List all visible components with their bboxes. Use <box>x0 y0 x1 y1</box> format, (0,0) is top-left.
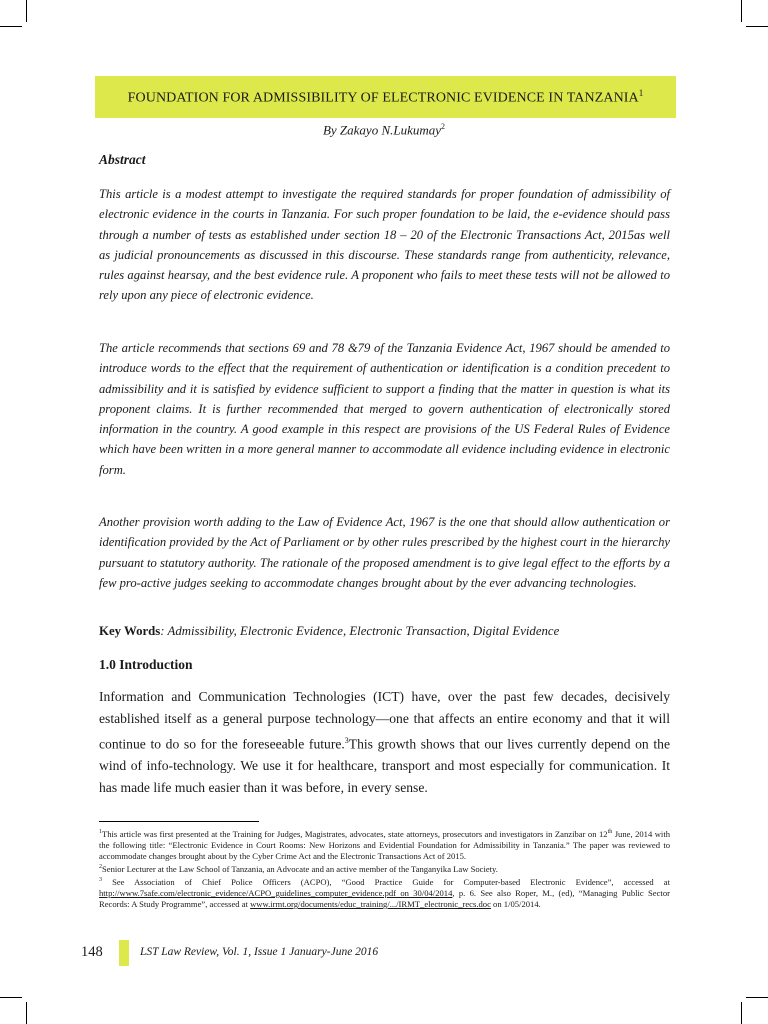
abstract-paragraph: This article is a modest attempt to investigate the required standards for proper foundation of admissibility of electronic evidence in the courts in Tanzania. For such proper foundation to be laid, the e-evidence should pass through a number of tests as established under section 18 – 20 of the Electronic Transactions Act, 2015as well as judicial pronouncements as discussed in this discourse. These standards range from authenticity, relevance, rules against hearsay, and the best evidence rule. A proponent who fails to meet these tests will not be allowed to rely upon any piece of electronic evidence. <box>99 187 670 303</box>
abstract-paragraph: Another provision worth adding to the Law of Evidence Act, 1967 is the one that should allow authentication or identification provided by the Act of Parliament or by other rules prescribed by the highest court in the hierarchy pursuant to statutory authority. The rationale of the proposed amendment is to give legal effect to the efforts by a few pro-active judges seeking to accommodate changes brought about by the ever advancing technologies. <box>99 515 670 590</box>
footnotes <box>99 827 670 910</box>
page-number: 148 <box>81 944 103 960</box>
author-line: By Zakayo N.Lukumay$^2$ <box>322 122 446 138</box>
introduction-paragraph: Information and Communication Technologies (ICT) have, over the past few decades, decisively established itself as a general purpose technology—one that affects an entire economy and that it will continue to do so for the foreseeable future.$^3$This growth shows that our lives currently depend on the wind of info-technology. We use it for healthcare, transport and most especially for communication. It has made life much easier than it was before, in every sense. <box>99 689 670 796</box>
section-heading-introduction: 1.0 Introduction <box>99 657 193 672</box>
footer-accent-bar <box>119 940 129 966</box>
title-band <box>95 76 676 118</box>
footnote-divider <box>99 821 259 822</box>
keywords-label: Key Words <box>99 624 161 638</box>
crop-mark <box>26 0 27 22</box>
crop-mark <box>741 0 742 22</box>
footnote-3: $^3$ See Association of Chief Police Officers (ACPO), “Good Practice Guide for Computer-based Electronic Evidence”, accessed at http://www.7safe.com/electronic_evidence/ACPO_guidelines_computer_evidence.pdf on 30/04/2014, p. 6. See also Roper, M., (ed), “Managing Public Sector Records: A Study Programme”, accessed at www.irmt.org/documents/educ_training/.../IRMT_electronic_recs.doc on 1/05/2014. <box>99 876 670 910</box>
footnote-link-irmt[interactable]: www.irmt.org/documents/educ_training/.../IRMT_electronic_recs.doc <box>250 899 491 910</box>
paper-title: FOUNDATION FOR ADMISSIBILITY OF ELECTRONIC EVIDENCE IN TANZANIA$^1$ <box>127 87 644 106</box>
journal-citation: LST Law Review, Vol. 1, Issue 1 January-June 2016 <box>140 946 379 958</box>
crop-mark <box>746 997 768 998</box>
crop-mark <box>0 997 22 998</box>
crop-mark <box>26 1002 27 1024</box>
footnote-1: $^1$This article was first presented at the Training for Judges, Magistrates, advocates, state attorneys, prosecutors and investigators in Zanzibar on 12th June, 2014 with the following title: “Electronic Evidence in Court Rooms: New Horizons and Evidential Foundation for Admissibility in Tanzania.” The paper was reviewed to accommodate changes brought about by the Cyber Crime Act and the Electronic Transactions Act of 2015. <box>99 828 671 862</box>
crop-mark <box>741 1002 742 1024</box>
abstract-paragraph: The article recommends that sections 69 and 78 &79 of the Tanzania Evidence Act, 1967 should be amended to introduce words to the effect that the requirement of authentication or identification is a condition precedent to admissibility and it is satisfied by evidence sufficient to support a finding that the matter in question is what its proponent claims. It is further recommended that merged to govern authentication of electronically stored information in the country. A good example in this respect are provisions of the US Federal Rules of Evidence which have been written in a more general manner to accommodate all evidence including evidence in electronic form. <box>99 341 670 477</box>
footnote-2: $^2$Senior Lecturer at the Law School of Tanzania, an Advocate and an active member of the Tanganyika Law Society. <box>99 864 498 874</box>
abstract-heading: Abstract <box>99 152 146 167</box>
crop-mark <box>746 26 768 27</box>
keywords-list: Admissibility, Electronic Evidence, Electronic Transaction, Digital Evidence <box>164 624 560 638</box>
footnote-link-acpo[interactable]: http://www.7safe.com/electronic_evidence/ACPO_guidelines_computer_evidence.pdf on 30/04/2014 <box>99 888 453 899</box>
crop-mark <box>0 26 22 27</box>
keywords-line: Key Words: Admissibility, Electronic Evidence, Electronic Transaction, Digital Evidence <box>99 624 560 638</box>
